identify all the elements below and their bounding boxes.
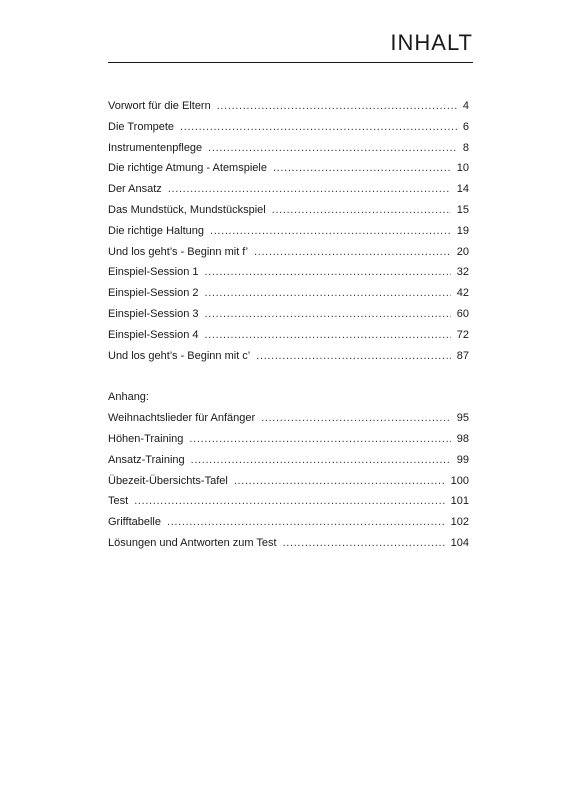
toc-entry-page: 20: [456, 245, 469, 258]
toc-entry[interactable]: [108, 117, 469, 138]
appendix-entry[interactable]: [108, 471, 469, 492]
dot-leader: [168, 179, 451, 200]
section-spacer: [108, 366, 469, 387]
toc-entry[interactable]: [108, 304, 469, 325]
toc-entry-page: 32: [456, 266, 469, 279]
toc-entry-page: 72: [456, 328, 469, 341]
header-rule: [108, 62, 473, 63]
toc-entry[interactable]: [108, 242, 469, 263]
dot-leader: [256, 346, 450, 367]
dot-leader: [134, 491, 444, 512]
dot-leader: [205, 325, 451, 346]
dot-leader: [234, 471, 445, 492]
toc-entry-page: 102: [450, 516, 469, 529]
toc-entry[interactable]: [108, 96, 469, 117]
toc-entry[interactable]: [108, 262, 469, 283]
appendix-entry[interactable]: [108, 408, 469, 429]
toc-entry-title: Und los geht’s - Beginn mit c’: [108, 349, 251, 362]
appendix-entry[interactable]: [108, 512, 469, 533]
toc-entry[interactable]: [108, 158, 469, 179]
toc-entry-page: 14: [456, 183, 469, 196]
appendix-label: Anhang:: [108, 391, 149, 404]
toc-entry[interactable]: [108, 200, 469, 221]
toc-entry-title: Einspiel-Session 2: [108, 287, 199, 300]
dot-leader: [254, 242, 451, 263]
toc-entry-page: 4: [462, 100, 469, 112]
dot-leader: [191, 450, 451, 471]
table-of-contents: [108, 96, 469, 554]
toc-entry[interactable]: [108, 325, 469, 346]
dot-leader: [205, 262, 451, 283]
toc-entry-page: 15: [456, 203, 469, 216]
dot-leader: [180, 117, 457, 138]
toc-entry-page: 95: [456, 412, 469, 425]
toc-entry-title: Und los geht’s - Beginn mit f’: [108, 245, 249, 258]
toc-entry-title: Einspiel-Session 3: [108, 307, 199, 320]
toc-entry-title: Test: [108, 495, 129, 508]
dot-leader: [273, 158, 451, 179]
toc-entry-title: Instrumentenpflege: [108, 141, 203, 154]
toc-entry-page: 10: [456, 162, 469, 175]
toc-entry-title: Weihnachtslieder für Anfänger: [108, 412, 256, 425]
toc-entry[interactable]: [108, 179, 469, 200]
dot-leader: [205, 304, 451, 325]
appendix-entry[interactable]: [108, 491, 469, 512]
toc-entry-title: Die richtige Atmung - Atemspiele: [108, 162, 267, 175]
dot-leader: [189, 429, 450, 450]
appendix-entry[interactable]: [108, 450, 469, 471]
toc-entry[interactable]: [108, 221, 469, 242]
toc-entry-title: Ansatz-Training: [108, 453, 185, 466]
toc-entry-title: Einspiel-Session 1: [108, 266, 199, 279]
appendix-entry[interactable]: [108, 533, 469, 554]
toc-entry-title: Lösungen und Antworten zum Test: [108, 536, 277, 549]
toc-entry[interactable]: [108, 138, 469, 159]
dot-leader: [205, 283, 451, 304]
dot-leader: [283, 533, 445, 554]
toc-entry-page: 8: [462, 141, 469, 154]
toc-entry-page: 101: [450, 495, 469, 508]
dot-leader: [208, 138, 457, 159]
toc-entry-page: 104: [450, 536, 469, 549]
toc-entry-title: Das Mundstück, Mundstückspiel: [108, 203, 266, 216]
toc-entry-title: Vorwort für die Eltern: [108, 100, 211, 112]
toc-entry-title: Die Trompete: [108, 120, 175, 133]
toc-entry-page: 42: [456, 287, 469, 300]
dot-leader: [210, 221, 451, 242]
toc-entry-page: 100: [450, 474, 469, 487]
toc-entry[interactable]: [108, 346, 469, 367]
toc-entry-page: 87: [456, 349, 469, 362]
toc-entry[interactable]: [108, 283, 469, 304]
toc-entry-page: 19: [456, 224, 469, 237]
appendix-entry[interactable]: [108, 429, 469, 450]
toc-entry-title: Höhen-Training: [108, 432, 184, 445]
toc-entry-title: Einspiel-Session 4: [108, 328, 199, 341]
dot-leader: [167, 512, 445, 533]
toc-entry-title: Grifftabelle: [108, 516, 161, 529]
toc-entry-page: 6: [462, 120, 469, 133]
dot-leader: [217, 96, 457, 117]
toc-entry-title: Die richtige Haltung: [108, 224, 204, 237]
toc-entry-page: 99: [456, 453, 469, 466]
dot-leader: [272, 200, 451, 221]
toc-entry-page: 60: [456, 307, 469, 320]
page-title: INHALT: [390, 30, 473, 55]
toc-entry-page: 98: [456, 432, 469, 445]
toc-entry-title: Übezeit-Übersichts-Tafel: [108, 474, 228, 487]
toc-entry-title: Der Ansatz: [108, 183, 162, 196]
dot-leader: [261, 408, 451, 429]
